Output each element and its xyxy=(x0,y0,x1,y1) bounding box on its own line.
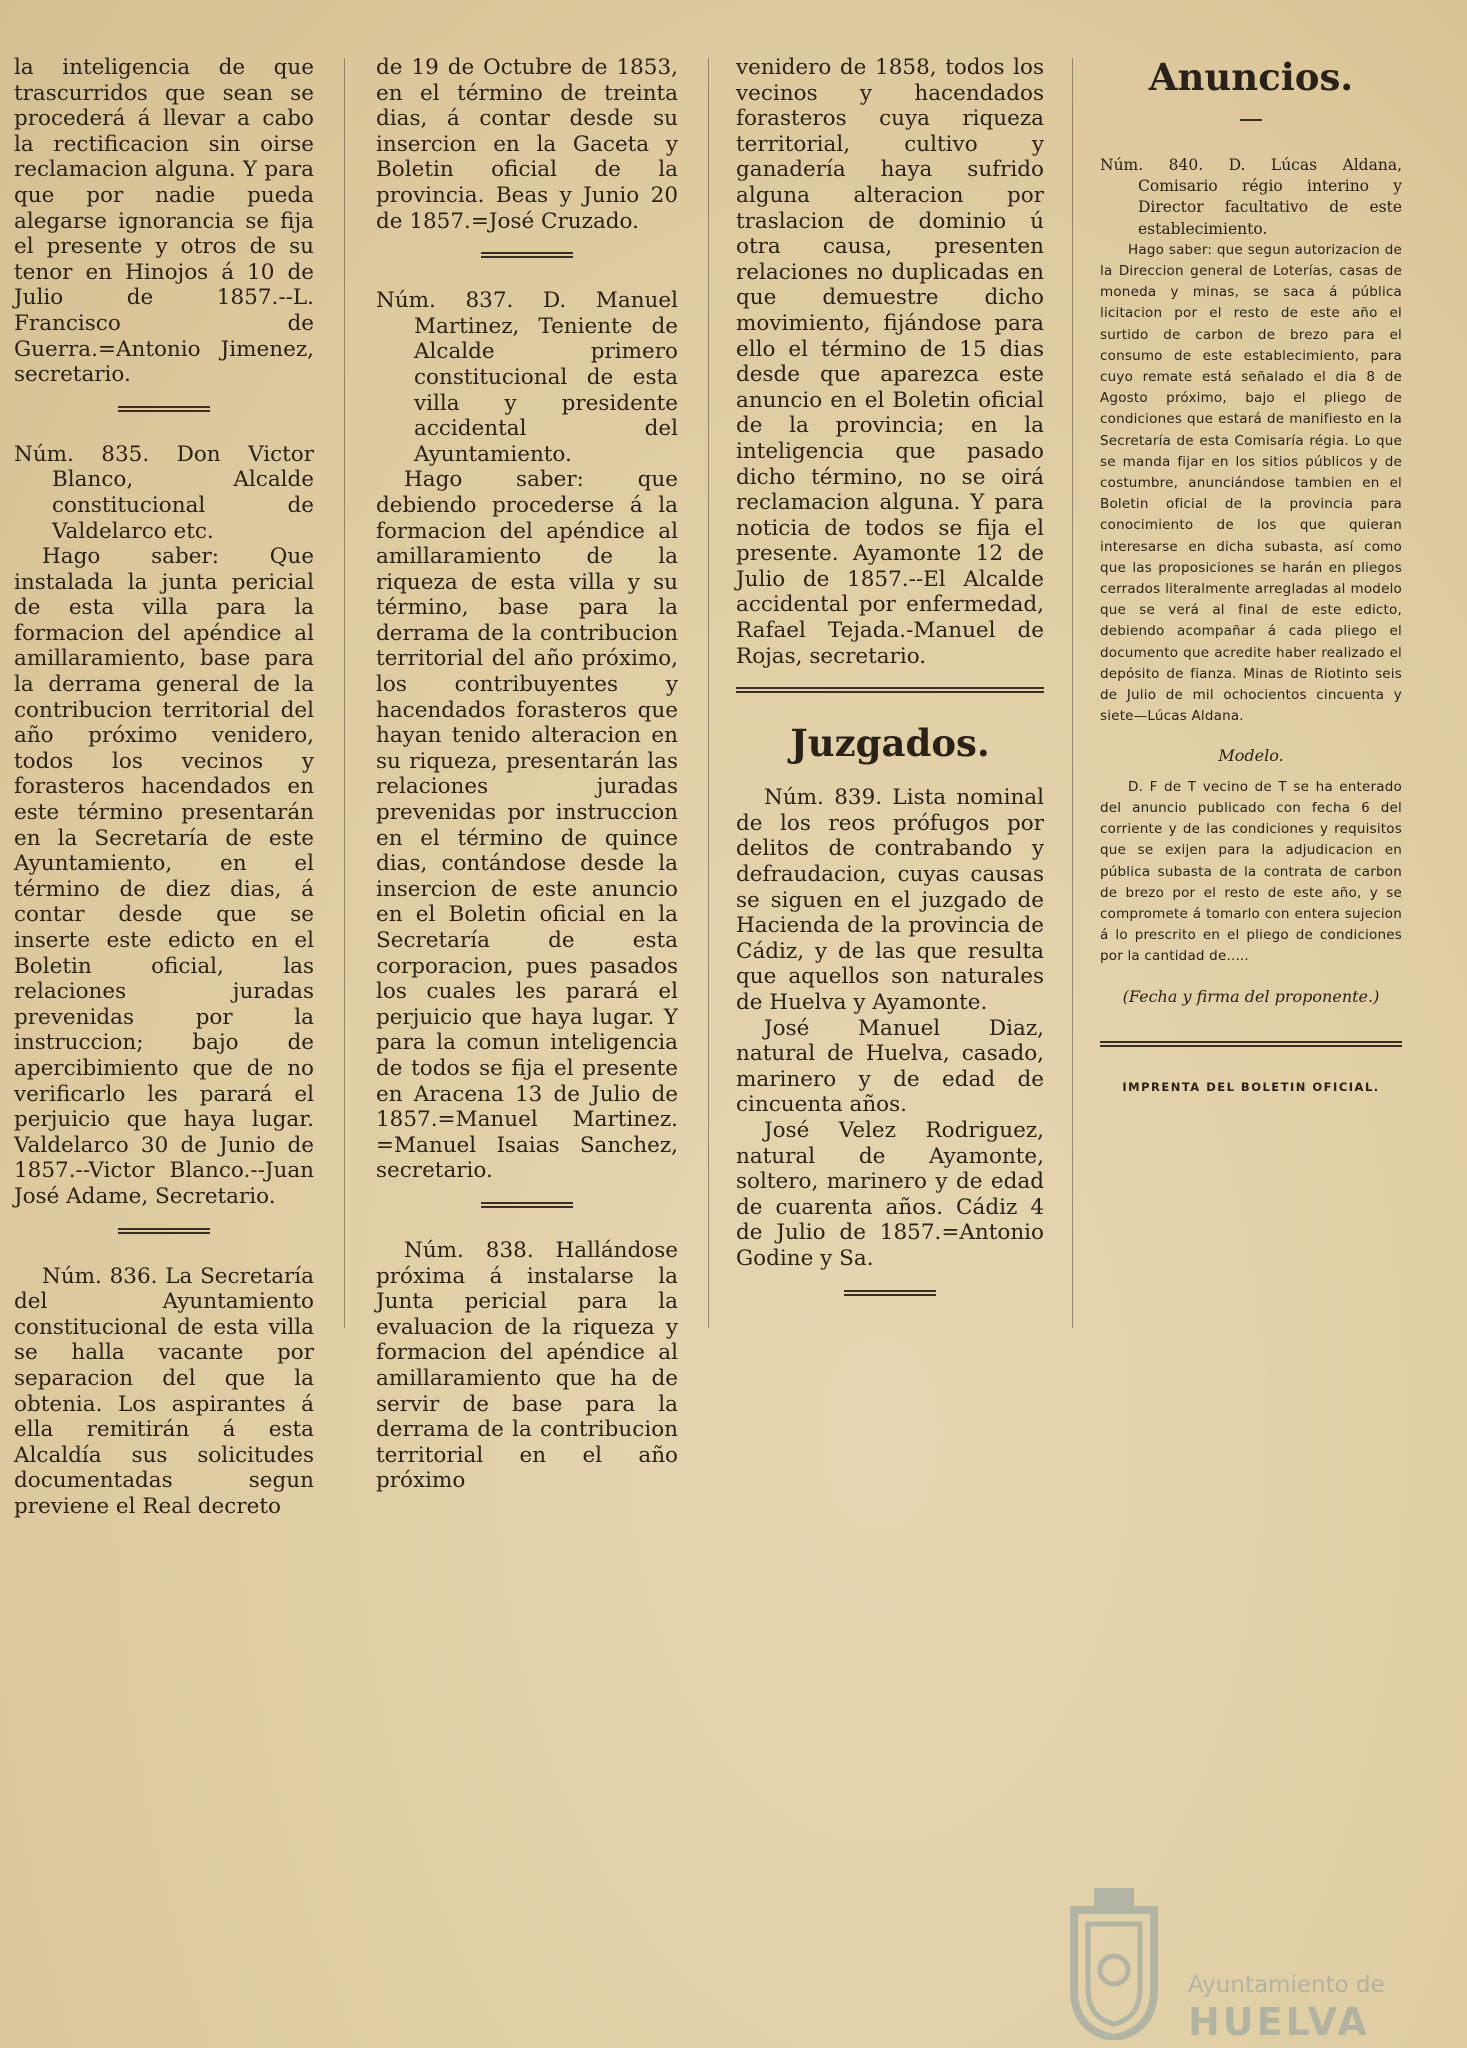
notice-839-body: Núm. 839. Lista nominal de los reos prófugos por delitos de contrabando y defraudacion, cuyas causas se siguen en el juzgado de Hacienda de la provincia de Cádiz, y de las que resulta que aquellos son naturales de Huelva y Ayamonte. xyxy=(736,785,1044,1015)
modelo-body: D. F de T vecino de T se ha enterado del anuncio publicado con fecha 6 del corriente y de las condiciones y requisitos que se exijen para la adjudicacion en pública subasta de la contrata de carbon de brezo por el resto de este año, y se compromete á tomarlo con entera sujecion á lo prescrito en el pliego de condiciones por la cantidad de..... xyxy=(1100,778,1402,965)
separator xyxy=(481,1202,573,1208)
notice-838-body: Núm. 838. Hallándose próxima á instalarse la Junta pericial para la evaluacion de la riqueza y formacion del apéndice al amillaramiento que ha de servir de base para la derrama de la contribucion territorial en el año próximo xyxy=(376,1237,678,1494)
modelo-label: Modelo. xyxy=(1218,746,1284,766)
watermark-line-1: Ayuntamiento de xyxy=(1188,1972,1385,1998)
separator xyxy=(118,406,210,412)
section-title-anuncios: Anuncios. xyxy=(1148,55,1354,99)
column-3-intro: venidero de 1858, todos los vecinos y hacendados forasteros cuya riqueza territorial, cultivo y ganadería haya sufrido alguna alteracion por traslacion de dominio ú otra causa, presenten relaciones no duplicadas en que demuestre dicho movimiento, fijándose para ello el término de 15 dias desde que aparezca este anuncio en el Boletin oficial de la provincia; en la inteligencia que pasado dicho término, no se oirá reclamacion alguna. Y para noticia de todos se fija el presente. Ayamonte 12 de Julio de 1857.--El Alcalde accidental por enfermedad, Rafael Tejada.-Manuel de Rojas, secretario. xyxy=(736,55,1044,669)
column-2-intro: de 19 de Octubre de 1853, en el término de treinta dias, á contar desde su insercion en la Gaceta y Boletin oficial de la provincia. Beas y Junio 20 de 1857.=José Cruzado. xyxy=(376,55,678,234)
column-1 xyxy=(14,55,314,1519)
notice-840-heading: Núm. 840. D. Lúcas Aldana, Comisario régio interino y Director facultativo de este establecimiento. xyxy=(1100,156,1402,238)
notice-837-heading: Núm. 837. D. Manuel Martinez, Teniente de Alcalde primero constitucional de esta villa y presidente accidental del Ayuntamiento. xyxy=(376,288,678,467)
separator xyxy=(844,1290,936,1296)
ayuntamiento-huelva-watermark xyxy=(1050,1850,1467,2048)
notice-839-person-1: José Manuel Diaz, natural de Huelva, casado, marinero y de edad de cincuenta años. xyxy=(736,1015,1044,1118)
watermark-line-2: HUELVA xyxy=(1188,2000,1370,2044)
notice-836-body: Núm. 836. La Secretaría del Ayuntamiento constitucional de esta villa se halla vacante por separacion del que la obtenia. Los aspirantes á ella remitirán á esta Alcaldía sus solicitudes documentadas segun previene el Real decreto xyxy=(14,1263,314,1519)
coat-of-arms-icon xyxy=(1054,1880,1174,2040)
firma-line: (Fecha y firma del proponente.) xyxy=(1122,986,1380,1006)
column-2 xyxy=(376,55,678,1494)
title-dash xyxy=(1240,119,1262,121)
notice-840-body: Hago saber: que segun autorizacion de la Direccion general de Loterías, casas de moneda y minas, se saca á pública licitacion por el resto de este año el surtido de carbon de brezo para el consumo de este establecimiento, para cuyo remate está señalado el dia 8 de Agosto próximo, bajo el pliego de condiciones que estará de manifiesto en la Secretaría de esta Comisaría régia. Lo que se manda fijar en los sitios públicos y de costumbre, anunciándose tambien en el Boletin oficial de la provincia para conocimiento de los que quieran interesarse en dicha subasta, así como que las proposiciones se harán en pliegos cerrados literalmente arregladas al modelo que se verá al final de este edicto, debiendo acompañar á cada pliego el documento que acredite haber realizado el depósito de fianza. Minas de Riotinto seis de Julio de mil ochocientos cincuenta y siete—Lúcas Aldana. xyxy=(1100,241,1402,725)
separator xyxy=(481,252,573,258)
column-1-intro: la inteligencia de que trascurridos que sean se procederá á llevar a cabo la rectificacion sin oirse reclamacion alguna. Y para que por nadie pueda alegarse ignorancia se fija el presente y otros de su tenor en Hinojos á 10 de Julio de 1857.--L. Francisco de Guerra.=Antonio Jimenez, secretario. xyxy=(14,55,314,388)
separator xyxy=(736,687,1044,693)
notice-835-body: Hago saber: Que instalada la junta pericial de esta villa para la formacion del apéndice al amillaramiento, base para la derrama general de la contribucion territorial del año próximo venidero, todos los vecinos y forasteros hacendados en este término presentarán en la Secretaría de este Ayuntamiento, en el término de diez dias, á contar desde que se inserte este edicto en el Boletin oficial, las relaciones juradas prevenidas por la instruccion; bajo de apercibimiento que de no verificarlo les parará el perjuicio que haya lugar. Valdelarco 30 de Junio de 1857.--Victor Blanco.--Juan José Adame, Secretario. xyxy=(14,544,314,1209)
notice-839-person-2: José Velez Rodriguez, natural de Ayamonte, soltero, marinero y de edad de cuarenta años. Cádiz 4 de Julio de 1857.=Antonio Godine y Sa. xyxy=(736,1117,1044,1271)
column-4 xyxy=(1100,55,1402,1098)
column-rule xyxy=(1072,58,1073,1328)
notice-837-body: Hago saber: que debiendo procederse á la formacion del apéndice al amillaramiento de la riqueza de esta villa y su término, base para la derrama de la contribucion territorial del año próximo, los contribuyentes y hacendados forasteros que hayan tenido alteracion en su riqueza, presentarán las relaciones juradas prevenidas por instruccion en el término de quince dias, contándose desde la insercion de este anuncio en el Boletin oficial en la Secretaría de esta corporacion, pues pasados los cuales les parará el perjuicio que haya lugar. Y para la comun inteligencia de todos se fija el presente en Aracena 13 de Julio de 1857.=Manuel Martinez. =Manuel Isaias Sanchez, secretario. xyxy=(376,467,678,1184)
separator xyxy=(118,1228,210,1234)
separator xyxy=(1100,1041,1402,1047)
section-title-juzgados: Juzgados. xyxy=(790,721,990,766)
column-rule xyxy=(344,58,345,1328)
column-3 xyxy=(736,55,1044,1326)
column-rule xyxy=(708,58,709,1328)
imprenta-footer: IMPRENTA DEL BOLETIN OFICIAL. xyxy=(1122,1079,1380,1094)
notice-835-heading: Núm. 835. Don Victor Blanco, Alcalde constitucional de Valdelarco etc. xyxy=(14,441,314,544)
